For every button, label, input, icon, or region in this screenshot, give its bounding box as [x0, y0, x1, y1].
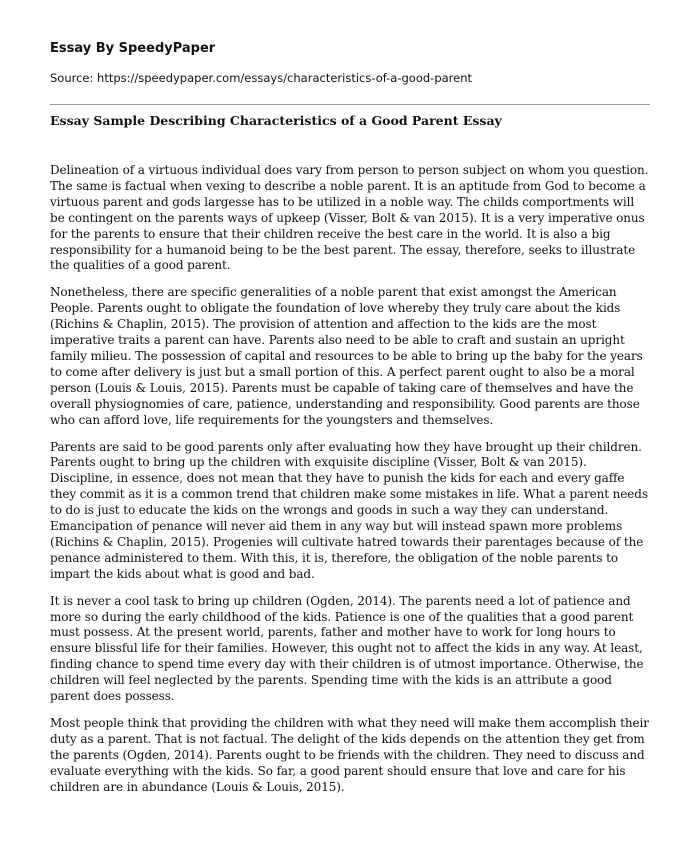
paragraph: Delineation of a virtuous individual does vary from person to person subject on whom you question. The same is factual when vexing to describe a noble parent. It is an aptitude from God to become a virtuous parent and gods largesse has to be utilized in a noble way. The childs comportments will be contingent on the parents ways of upkeep (Visser, Bolt & van 2015). It is a very imperative onus for the parents to ensure that their children receive the best care in the world. It is also a big responsibility for a humanoid being to be the best parent. The essay, therefore, seeks to illustrate the qualities of a good parent. — [50, 163, 649, 273]
paragraph: Parents are said to be good parents only after evaluating how they have brought up their children. Parents ought to bring up the children with exquisite discipline (Visser, Bolt & van 2015). Discipline, in essence, does not mean that they have to punish the kids for each and every gaffe they commit as it is a common trend that children make some mistakes in life. What a parent needs to do is just to educate the kids on the wrongs and goods in such a way they can understand. Emancipation of penance will never aid them in any way but will instead spawn more problems (Richins & Chaplin, 2015). Progenies will cultivate hatred towards their parentages because of the penance administered to them. With this, it is, therefore, the obligation of the noble parents to impart the kids about what is good and bad. — [50, 439, 648, 581]
paragraph: Most people think that providing the children with what they need will make them accomplish their duty as a parent. That is not factual. The delight of the kids depends on the attention they get from the parents (Ogden, 2014). Parents ought to be friends with the children. They need to discuss and evaluate everything with the kids. So far, a good parent should ensure that love and care for his children are in abundance (Louis & Louis, 2015). — [50, 716, 649, 794]
source-line — [50, 70, 650, 86]
site-title: Essay By SpeedyPaper — [50, 41, 216, 56]
essay-body — [50, 163, 650, 796]
document-page — [50, 40, 650, 807]
source-link[interactable]: https://speedypaper.com/essays/characteristics-of-a-good-parent — [97, 71, 473, 85]
paragraph: Nonetheless, there are specific generalities of a noble parent that exist amongst the American People. Parents ought to obligate the foundation of love whereby they truly care about the kids (Richins & Chaplin, 2015). The provision of attention and affection to the kids are the most imperative traits a parent can have. Parents also need to be able to craft and sustain an upright family milieu. The possession of capital and resources to be able to bring up the baby for the years to come after delivery is just but a small portion of this. A perfect parent ought to also be a moral person (Louis & Louis, 2015). Parents must be capable of taking care of themselves and have the overall physiognomies of care, patience, understanding and responsibility. Good parents are those who can afford love, life requirements for the youngsters and themselves. — [50, 285, 643, 427]
source-label: Source: — [50, 71, 94, 85]
paragraph: It is never a cool task to bring up children (Ogden, 2014). The parents need a lot of patience and more so during the early childhood of the kids. Patience is one of the qualities that a good parent must possess. At the present world, parents, father and mother have to work for long hours to ensure blissful life for their families. However, this ought not to affect the kids in any way. At least, finding chance to spend time every day with their children is of utmost importance. Otherwise, the children will feel neglected by the parents. Spending time with the kids is an attribute a good parent does possess. — [50, 593, 644, 704]
essay-title: Essay Sample Describing Characteristics of a Good Parent Essay — [50, 113, 502, 128]
header-divider — [50, 104, 650, 105]
